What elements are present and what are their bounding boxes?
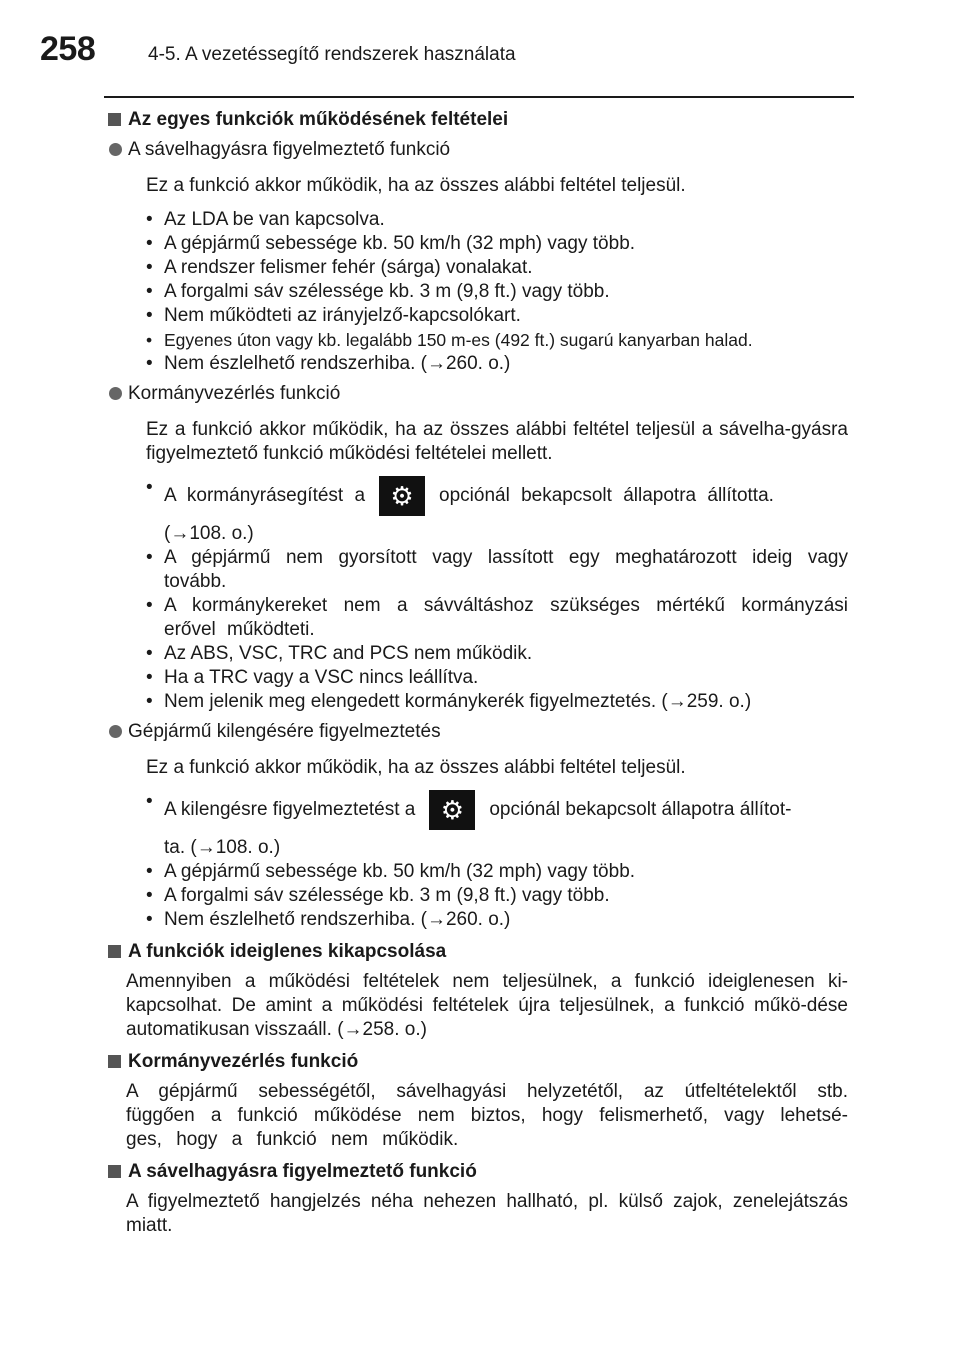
list-item: • A forgalmi sáv szélessége kb. 3 m (9,8 ft.) vagy több. xyxy=(146,884,848,908)
circle-bullet-icon xyxy=(109,387,122,400)
gear-icon: ⚙ xyxy=(429,790,475,830)
list-item: • A gépjármű sebessége kb. 50 km/h (32 mph) vagy több. xyxy=(146,232,848,256)
paragraph: Amennyiben a működési feltételek nem teljesülnek, a funkció ideiglenesen ki-kapcsolhat. De amint a működési feltételek újra teljesülnek, a funkció műkö-dése automatikusan visszaáll. (→258. o.) xyxy=(126,971,848,1040)
list-item-text: opciónál bekapcsolt állapotra állította. xyxy=(439,485,774,506)
chapter-title: 4-5. A vezetéssegítő rendszerek használata xyxy=(148,44,516,65)
condition-list-sway xyxy=(108,790,848,932)
page-content xyxy=(108,108,848,1238)
list-item: • Az ABS, VSC, TRC and PCS nem működik. xyxy=(146,642,848,666)
page-number: 258 xyxy=(40,30,96,68)
paragraph: A gépjármű sebességétől, sávelhagyási helyzetétől, az útfeltételektől stb. függően a funkció működése nem biztos, hogy felismerhető, vagy lehetsé-ges, hogy a funkció nem működik. xyxy=(126,1081,848,1150)
condition-list-steering xyxy=(108,476,848,714)
section-heading-temporary-off xyxy=(108,940,848,964)
section-heading-text: A funkciók ideiglenes kikapcsolása xyxy=(128,941,447,962)
section-heading-conditions xyxy=(108,108,848,132)
square-bullet-icon xyxy=(108,945,121,958)
list-item: • Nem észlelhető rendszerhiba. (→260. o.) xyxy=(146,908,848,932)
list-item-text: ta. (→108. o.) xyxy=(164,837,281,858)
list-item: • A forgalmi sáv szélessége kb. 3 m (9,8 ft.) vagy több. xyxy=(146,280,848,304)
list-item: • Ha a TRC vagy a VSC nincs leállítva. xyxy=(146,666,848,690)
square-bullet-icon xyxy=(108,1055,121,1068)
list-item: • Nem jelenik meg elengedett kormánykerék figyelmeztetés. (→259. o.) xyxy=(146,690,848,714)
list-item-with-icon xyxy=(146,476,848,546)
paragraph: Ez a funkció akkor működik, ha az összes alábbi feltétel teljesül. xyxy=(146,757,686,778)
list-item: • Az LDA be van kapcsolva. xyxy=(146,208,848,232)
subsection-steering xyxy=(108,382,848,406)
list-item: • A gépjármű nem gyorsított vagy lassított egy meghatározott ideig vagy tovább. xyxy=(146,546,848,594)
section-heading-lda-warning xyxy=(108,1160,848,1184)
list-item: • A kormánykereket nem a sávváltáshoz szükséges mértékű kormányzási erővel működteti. xyxy=(146,594,848,642)
subsection-lda xyxy=(108,138,848,162)
header-divider xyxy=(104,96,854,98)
list-item-text: • A kilengésre figyelmeztetést a xyxy=(164,799,416,820)
list-item: • Nem észlelhető rendszerhiba. (→260. o.) xyxy=(146,352,848,376)
subsection-title: A sávelhagyásra figyelmeztető funkció xyxy=(128,139,451,160)
list-item: • A gépjármű sebessége kb. 50 km/h (32 mph) vagy több. xyxy=(146,860,848,884)
gear-icon: ⚙ xyxy=(379,476,425,516)
list-item-text: • A kormányrásegítést a xyxy=(164,485,366,506)
section-heading-steering xyxy=(108,1050,848,1074)
list-item: • Egyenes úton vagy kb. legalább 150 m-es (492 ft.) sugarú kanyarban halad. xyxy=(146,328,848,352)
subsection-title: Gépjármű kilengésére figyelmeztetés xyxy=(128,721,441,742)
section-heading-text: Az egyes funkciók működésének feltételei xyxy=(128,109,509,130)
section-heading-text: Kormányvezérlés funkció xyxy=(128,1051,359,1072)
paragraph: A figyelmeztető hangjelzés néha nehezen hallható, pl. külső zajok, zenelejátszás miatt. xyxy=(126,1191,848,1236)
paragraph: Ez a funkció akkor működik, ha az összes alábbi feltétel teljesül a sávelha-gyásra figyelmeztető funkció működési feltételei mellett. xyxy=(146,419,848,464)
circle-bullet-icon xyxy=(109,725,122,738)
square-bullet-icon xyxy=(108,1165,121,1178)
list-item-text: opciónál bekapcsolt állapotra állítot- xyxy=(489,799,792,820)
condition-list-lda xyxy=(108,208,848,376)
list-item: • Nem működteti az irányjelző-kapcsolókart. xyxy=(146,304,848,328)
subsection-title: Kormányvezérlés funkció xyxy=(128,383,341,404)
square-bullet-icon xyxy=(108,113,121,126)
list-item: • A rendszer felismer fehér (sárga) vonalakat. xyxy=(146,256,848,280)
circle-bullet-icon xyxy=(109,143,122,156)
section-heading-text: A sávelhagyásra figyelmeztető funkció xyxy=(128,1161,477,1182)
subsection-sway xyxy=(108,720,848,744)
paragraph: Ez a funkció akkor működik, ha az összes alábbi feltétel teljesül. xyxy=(146,175,686,196)
list-item-with-icon xyxy=(146,790,848,860)
list-item-text: (→108. o.) xyxy=(164,523,254,544)
